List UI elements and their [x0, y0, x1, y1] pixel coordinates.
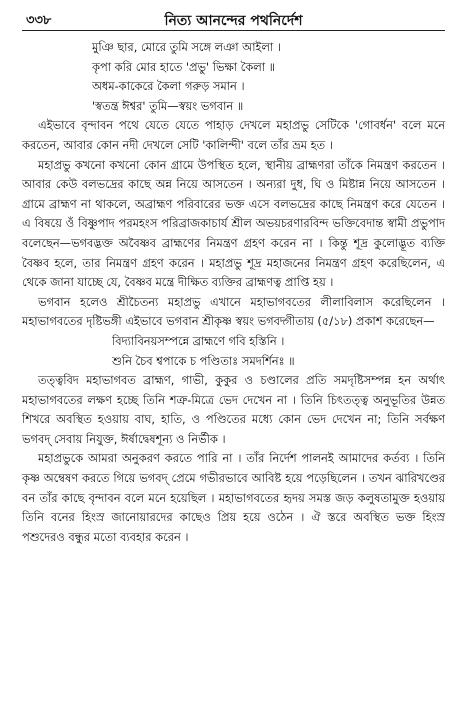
verse-line: কৃপা করি মোর হাতে 'প্রভু' ভিক্ষা কৈলা ॥ — [92, 59, 276, 74]
verse-line: অধম-কাকেরে কৈলা গরুড় সমান । — [92, 79, 245, 94]
verse-line: 'স্বতন্ত্র ঈশ্বর' তুমি—স্বয়ং ভগবান ॥ — [92, 98, 244, 113]
page-body — [22, 38, 445, 547]
paragraph: তত্ত্ববিদ মহাভাগবত ব্রাহ্মণ, গাভী, কুকুর ও চণ্ডালের প্রতি সমদৃষ্টিসম্পন্ন হন অর্থাৎ মহাভাগবতের লক্ষণ হচ্ছে তিনি শত্রু-মিত্রে ভেদ দেখেন না । তিনি চিৎতত্ত্ব অনুভূতির উন্নত শিখরে অবস্থিত হওয়ায় বাঘ, হাতি, ও পণ্ডিতের মধ্যে কোন ভেদ দেখেন না; তিনি সর্বক্ষণ ভগবদ্ সেবায় নিযুক্ত, ঈর্ষাদ্বেষশূন্য ও নির্ভীক । — [22, 373, 445, 446]
sanskrit-verse-line: শুনি চৈব শ্বপাকে চ পণ্ডিতাঃ সমদর্শিনঃ ॥ — [112, 353, 295, 368]
sanskrit-verse-line: বিদ্যাবিনয়সম্পন্নে ব্রাহ্মণে গবি হস্তিনি । — [112, 333, 285, 348]
running-title: নিত্য আনন্দের পথনির্দেশ — [164, 13, 303, 29]
paragraph: মহাপ্রভুকে আমরা অনুকরণ করতে পারি না । তাঁর নির্দেশ পালনই আমাদের কর্তব্য । তিনি কৃষ্ণ অম্বেষণ করতে গিয়ে ভগবদ্ প্রেমে গভীরভাবে আবিষ্ট হয়ে পড়েছিলেন । তখন ঝারিখণ্ডের বন তাঁর কাছে বৃন্দাবন বলে মনে হয়েছিল । মহাভাগবতের হৃদয় সমস্ত জড় কলুষতামুক্ত হওয়ায় তিনি বনের হিংস্র জানোয়ারদের কাছেও প্রিয় হয়ে ওঠেন । ঐ স্তরে অবস্থিত ভক্ত হিংস্র পশুদেরও বন্ধুর মতো ব্যবহার করেন । — [22, 451, 445, 544]
page-header — [22, 6, 445, 31]
paragraph: মহাপ্রভু কখনো কখনো কোন গ্রামে উপস্থিত হলে, স্থানীয় ব্রাহ্মণরা তাঁকে নিমন্ত্রণ করতেন । আবার কেউ বলভদ্রের কাছে অন্ন নিয়ে আসতেন । অন্যরা দুধ, ঘি ও মিষ্টান্ন নিয়ে আসতেন । গ্রামে ব্রাহ্মণ না থাকলে, অব্রাহ্মণ পরিবারের ভক্ত এসে বলভদ্রের কাছে নিমন্ত্রণ করে যেতেন । এ বিষয়ে ওঁ বিষ্ণুপাদ পরমহংস পরিব্রাজকাচার্য শ্রীল অভয়চরণারবিন্দ ভক্তিবেদান্ত স্বামী প্রভুপাদ বলেছেন—ভগবদ্ভক্ত অবৈষ্ণব ব্রাহ্মণের নিমন্ত্রণ গ্রহণ করেন না । কিন্তু শূদ্র কুলোদ্ভূত ব্যক্তি বৈষ্ণব হলে, তার নিমন্ত্রণ গ্রহণ করেন । মহাপ্রভু শূদ্র মহাজনের নিমন্ত্রণ গ্রহণ করেছিলেন, এ থেকে জানা যাচ্ছে যে, বৈষ্ণব মন্ত্রে দীক্ষিত ব্যক্তির ব্রাহ্মণত্ব প্রাপ্তি হয় । — [22, 157, 445, 290]
paragraph: এইভাবে বৃন্দাবন পথে যেতে যেতে পাহাড় দেখলে মহাপ্রভু সেটিকে 'গোবর্ধন' বলে মনে করতেন, আবার কোন নদী দেখলে সেটি 'কালিন্দী' বলে তাঁর ভ্রম হত । — [22, 118, 445, 152]
page-number: ৩৩৮ — [26, 13, 52, 28]
verse-line: মুঞি ছার, মোরে তুমি সঙ্গে লঞা আইলা । — [92, 40, 281, 54]
paragraph: ভগবান হলেও শ্রীচৈতন্য মহাপ্রভু এখানে মহাভাগবতের লীলাবিলাস করেছিলেন । মহাভাগবতের দৃষ্টিভঙ্গী এইভাবে ভগবান শ্রীকৃষ্ণ স্বয়ং ভগবদ্গীতায় (৫/১৮) প্রকাশ করেছেন— — [22, 294, 445, 329]
